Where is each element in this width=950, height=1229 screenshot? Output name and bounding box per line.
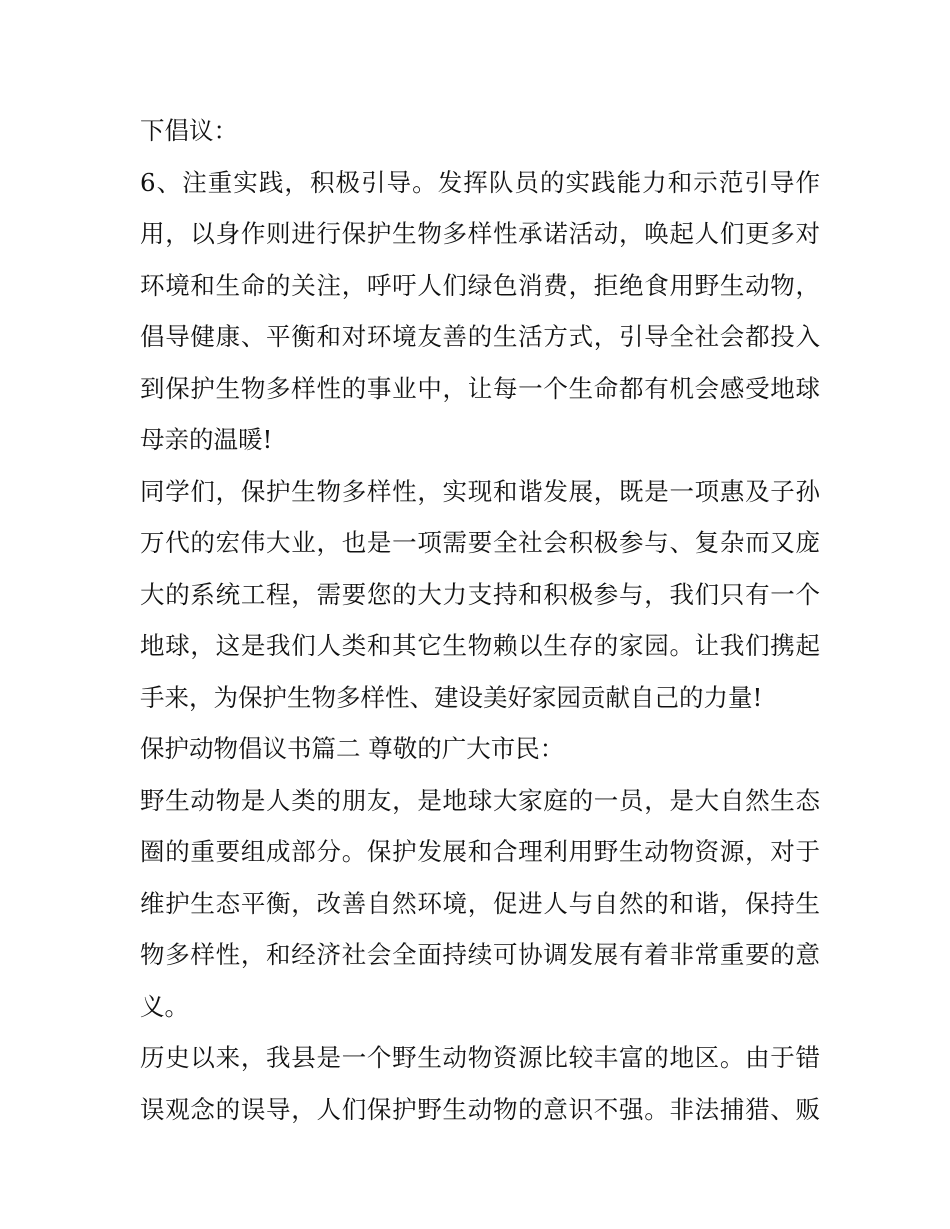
text-line: 6、注重实践，积极引导。发挥队员的实践能力和示范引导作 <box>140 167 820 197</box>
text-line: 手来，为保护生物多样性、建设美好家园贡献自己的力量! <box>140 682 763 712</box>
text-line: 母亲的温暖! <box>140 425 273 454</box>
text-line: 地球，这是我们人类和其它生物赖以生存的家园。让我们携起 <box>140 631 820 660</box>
document-body <box>140 105 820 1135</box>
text-line: 倡导健康、平衡和对环境友善的生活方式，引导全社会都投入 <box>140 322 820 351</box>
text-line: 同学们，保护生物多样性，实现和谐发展，既是一项惠及子孙 <box>140 476 820 506</box>
text-line: 环境和生命的关注，呼吁人们绿色消费，拒绝食用野生动物， <box>140 270 820 300</box>
text-line: 保护动物倡议书篇二 尊敬的广大市民： <box>140 734 565 763</box>
text-line: 物多样性，和经济社会全面持续可协调发展有着非常重要的意 <box>140 940 820 969</box>
text-line: 误观念的误导，人们保护野生动物的意识不强。非法捕猎、贩 <box>140 1094 820 1124</box>
text-line: 用，以身作则进行保护生物多样性承诺活动，唤起人们更多对 <box>140 219 820 248</box>
text-line: 历史以来，我县是一个野生动物资源比较丰富的地区。由于错 <box>140 1043 820 1072</box>
text-line: 圈的重要组成部分。保护发展和合理利用野生动物资源，对于 <box>140 837 820 866</box>
text-line: 到保护生物多样性的事业中，让每一个生命都有机会感受地球 <box>140 373 820 403</box>
text-line: 野生动物是人类的朋友，是地球大家庭的一员，是大自然生态 <box>140 785 820 815</box>
text-line: 大的系统工程，需要您的大力支持和积极参与，我们只有一个 <box>140 579 820 609</box>
text-line: 下倡议： <box>140 116 238 145</box>
text-line: 万代的宏伟大业，也是一项需要全社会积极参与、复杂而又庞 <box>140 528 820 557</box>
text-line: 维护生态平衡，改善自然环境，促进人与自然的和谐，保持生 <box>140 888 820 918</box>
text-line: 义。 <box>140 991 189 1021</box>
